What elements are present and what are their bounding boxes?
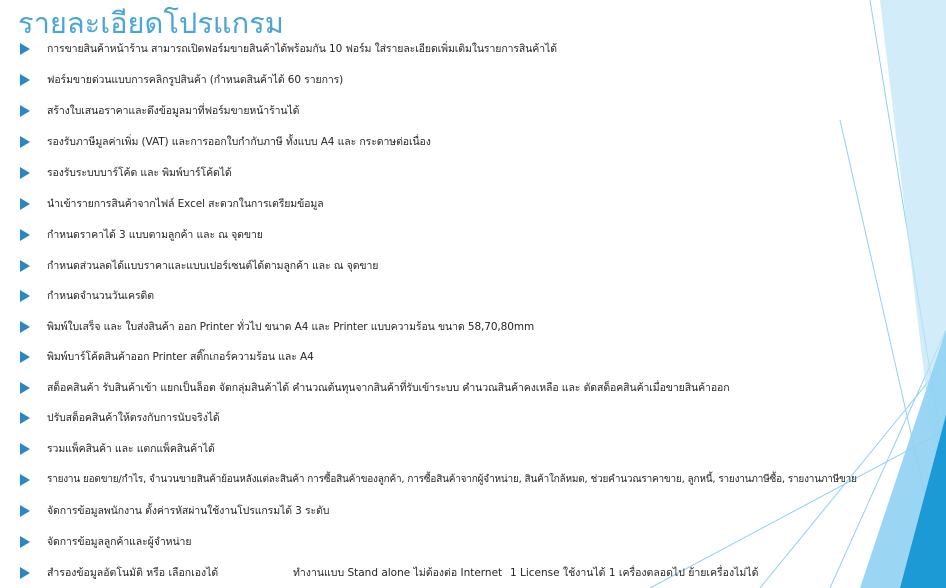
triangle-right-icon [20,536,30,548]
triangle-right-icon [20,321,30,333]
triangle-right-icon [20,229,30,241]
license-text: 1 License ใช้งานได้ 1 เครื่องตลอดไป ย้ายเครื่องไม่ได้ [510,567,759,579]
feature-text: จัดการข้อมูลลูกค้าและผู้จำหน่าย [47,536,192,548]
standalone-text: ทำงานแบบ Stand alone ไม่ต้องต่อ Internet [293,567,503,579]
triangle-right-icon [20,443,30,455]
feature-text: กำหนดจำนวนวันเครดิต [47,290,154,302]
triangle-right-icon [20,43,30,55]
feature-text: นำเข้ารายการสินค้าจากไฟล์ Excel สะดวกในการเตรียมข้อมูล [47,198,324,210]
triangle-right-icon [20,260,30,272]
triangle-right-icon [20,136,30,148]
triangle-right-icon [20,74,30,86]
triangle-right-icon [20,198,30,210]
feature-text: พิมพ์ใบเสร็จ และ ใบส่งสินค้า ออก Printer ทั่วไป ขนาด A4 และ Printer แบบความร้อน ขนาด 58,70,80mm [47,321,535,333]
feature-text: ฟอร์มขายด่วนแบบการคลิกรูปสินค้า (กำหนดสินค้าได้ 60 รายการ) [47,74,344,86]
feature-text: จัดการข้อมูลพนักงาน ตั้งค่ารหัสผ่านใช้งานโปรแกรมได้ 3 ระดับ [47,505,330,517]
triangle-right-icon [20,105,30,117]
feature-text: รายงาน ยอดขาย/กำไร, จำนวนขายสินค้าย้อนหลังแต่ละสินค้า การซื้อสินค้าของลูกค้า, การซื้อสินค้าจากผู้จำหน่าย, สินค้าใกล้หมด, ช่วยคำนวณราคาขาย, ลูกหนี้, รายงานภาษีซื้อ, รายงานภาษีขาย [47,474,857,485]
feature-text: กำหนดส่วนลดได้แบบราคาและแบบเปอร์เซนต์ได้ตามลูกค้า และ ณ จุดขาย [47,260,379,272]
feature-text: ปรับสต็อคสินค้าให้ตรงกับการนับจริงได้ [47,412,220,424]
triangle-right-icon [20,567,30,579]
feature-text: รวมแพ็คสินค้า และ แตกแพ็คสินค้าได้ [47,443,215,455]
feature-text: รองรับระบบบาร์โค้ด และ พิมพ์บาร์โค้ดได้ [47,167,232,179]
triangle-right-icon [20,412,30,424]
feature-text: รองรับภาษีมูลค่าเพิ่ม (VAT) และการออกใบกำกับภาษี ทั้งแบบ A4 และ กระดาษต่อเนื่อง [47,136,431,148]
feature-text: สต็อคสินค้า รับสินค้าเข้า แยกเป็นล็อต จัดกลุ่มสินค้าได้ คำนวณต้นทุนจากสินค้าที่รับเข้าระบบ คำนวณสินค้าคงเหลือ และ ตัดสต็อคสินค้าเมื่อขายสินค้าออก [47,382,730,394]
triangle-right-icon [20,351,30,363]
triangle-right-icon [20,505,30,517]
feature-text: กำหนดราคาได้ 3 แบบตามลูกค้า และ ณ จุดขาย [47,229,263,241]
triangle-right-icon [20,290,30,302]
page-title: รายละเอียดโปรแกรม [18,6,284,40]
backup-text: สำรองข้อมูลอัตโนมัติ หรือ เลือกเองได้ [47,567,219,579]
triangle-right-icon [20,167,30,179]
feature-text: สร้างใบเสนอราคาและดึงข้อมูลมาที่ฟอร์มขายหน้าร้านได้ [47,105,300,117]
feature-text: พิมพ์บาร์โค้ดสินค้าออก Printer สติ๊กเกอร์ความร้อน และ A4 [47,351,314,363]
triangle-right-icon [20,382,30,394]
triangle-right-icon [20,474,30,486]
feature-text: การขายสินค้าหน้าร้าน สามารถเปิดฟอร์มขายสินค้าได้พร้อมกัน 10 ฟอร์ม ใส่รายละเอียดเพิ่มเติมในรายการสินค้าได้ [47,43,557,55]
